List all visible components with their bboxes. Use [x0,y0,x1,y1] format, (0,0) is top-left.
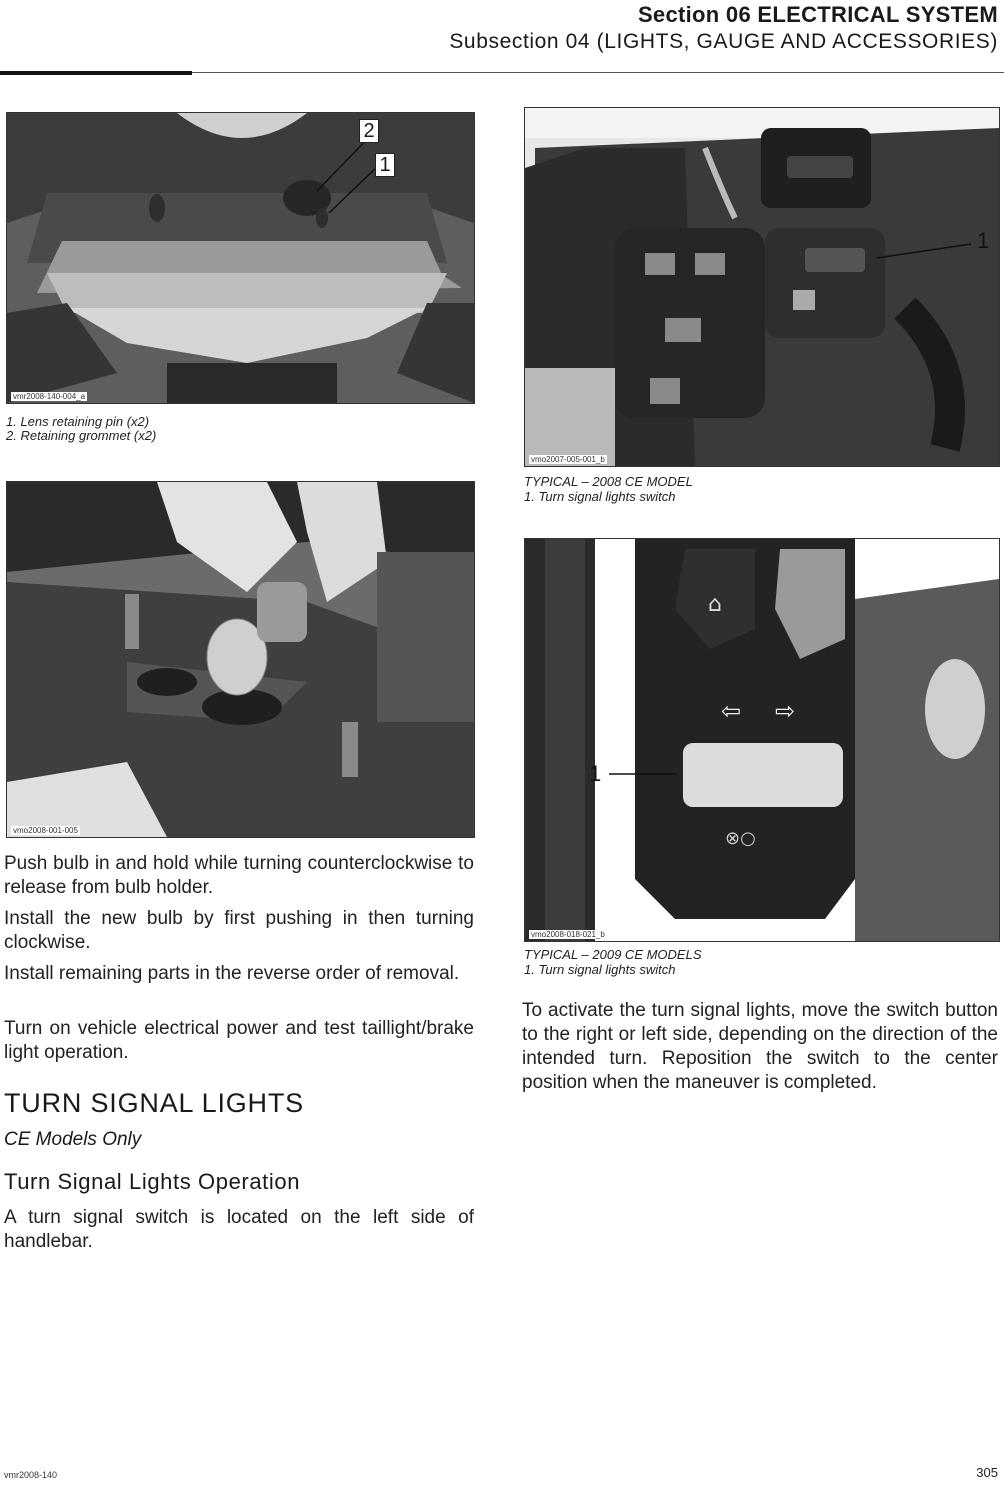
callout-2: 2 [359,119,379,143]
figure-id: vmr2008-140-004_a [13,392,86,401]
figure-id: vmo2008-001-005 [13,826,78,835]
figure-bulb-removal-photo [6,481,475,838]
paragraph: Install the new bulb by first pushing in then turning clockwise. [4,908,474,953]
heading-note: CE Models Only [4,1129,142,1150]
header-rule-accent [0,71,192,75]
svg-text:⇦: ⇦ [721,697,742,725]
heading-turn-signal-lights: TURN SIGNAL LIGHTS [4,1088,304,1118]
paragraph: Turn on vehicle electrical power and test taillight/brake light operation. [4,1018,474,1063]
figure-caption-title: TYPICAL – 2009 CE MODELS [524,947,702,962]
figure-2008-switch-photo [524,107,1000,467]
figure-2009-switch-photo [524,538,1000,942]
heading-operation: Turn Signal Lights Operation [4,1169,301,1194]
callout-1: 1 [977,228,990,253]
paragraph: To activate the turn signal lights, move the switch button to the right or left side, depending on the direction of the intended turn. Reposition the switch to the center position when the maneuver is completed. [522,1000,998,1093]
figure-caption-item: 1. Turn signal lights switch [524,489,676,504]
svg-text:⇨: ⇨ [775,697,796,725]
figure-legend-1: 1. Lens retaining pin (x2) [6,414,150,429]
figure-legend-2: 2. Retaining grommet (x2) [6,428,157,443]
page-number: 305 [976,1465,998,1480]
callout-1: 1 [375,153,395,177]
figure-caption-title: TYPICAL – 2008 CE MODEL [524,474,693,489]
subsection-title: Subsection 04 (LIGHTS, GAUGE AND ACCESSORIES) [449,30,998,53]
figure-id: vmo2007-005-001_b [531,455,605,464]
section-title: Section 06 ELECTRICAL SYSTEM [637,2,998,27]
svg-text:⌂: ⌂ [708,592,722,617]
paragraph: A turn signal switch is located on the left side of handlebar. [4,1207,474,1252]
footer-doc-id: vmr2008-140 [4,1470,58,1480]
callout-1: 1 [589,761,602,786]
figure-lens-retaining-photo [6,112,475,404]
svg-text:⊗○: ⊗○ [725,828,756,849]
paragraph: Install remaining parts in the reverse order of removal. [4,963,460,984]
figure-caption-item: 1. Turn signal lights switch [524,962,676,977]
figure-id: vmo2008-018-021_b [531,930,605,939]
paragraph: Push bulb in and hold while turning counterclockwise to release from bulb holder. [4,853,474,898]
